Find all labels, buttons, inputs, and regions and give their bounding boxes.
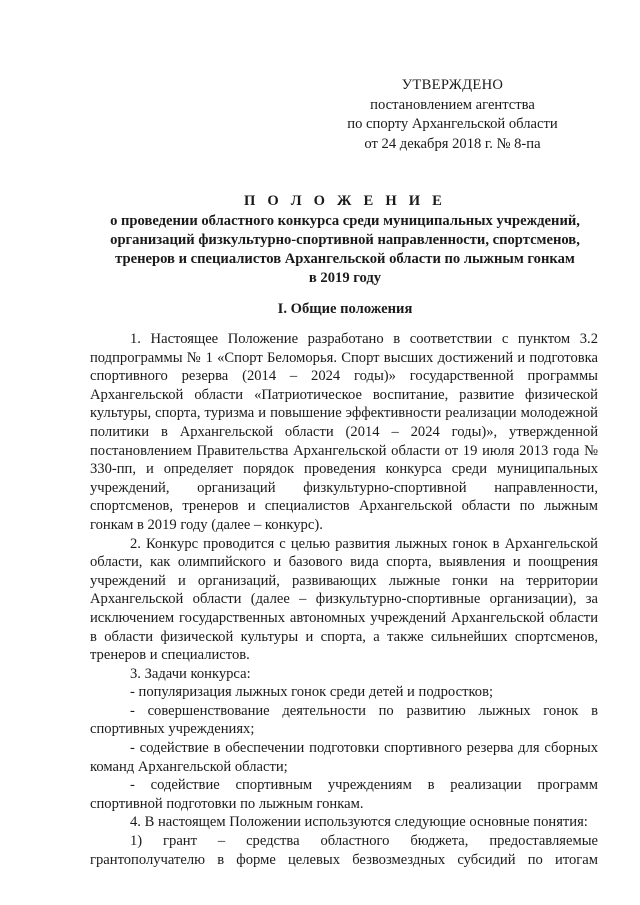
paragraph-1: 1. Настоящее Положение разработано в соответствии с пунктом 3.2 подпрограммы № 1 «Спорт Беломорья. Спорт высших достижений и подготовка спортивного резерва (2014 – 2024 годы)» государственной программы Архангельской области «Патриотическое воспитание, развитие физической культуры, спорта, туризма и повышение эффективности реализации молодежной политики в Архангельской области (2014 – 2024 годы)», утвержденной постановлением Правительства Архангельской области от 19 июля 2013 года № 330-пп, и определяет порядок проведения конкурса среди муниципальных учреждений, организаций физкультурно-спортивной направленности, спортсменов, тренеров и специалистов Архангельской области по лыжным гонкам в 2019 году (далее – конкурс). [90,331,598,533]
paragraph-4: 4. В настоящем Положении используются следующие основные понятия: [130,814,588,831]
list-item-3: - содействие в обеспечении подготовки спортивного резерва для сборных команд Архангельской области; [90,740,598,775]
approval-heading: УТВЕРЖДЕНО [401,77,504,93]
section-heading: I. Общие положения [277,301,413,317]
title-line-4: в 2019 году [308,270,382,286]
approval-line-3: от 24 декабря 2018 г. № 8-па [364,135,541,152]
document-body [90,330,598,869]
document-title [90,192,600,288]
approval-stamp [330,76,575,154]
title-line-2: организаций физкультурно-спортивной направленности, спортсменов, [110,232,580,248]
title-line-3: тренеров и специалистов Архангельской области по лыжным гонкам [115,251,575,267]
title-line-1: о проведении областного конкурса среди муниципальных учреждений, [110,213,580,229]
definition-1: 1) грант – средства областного бюджета, предоставляемые грантополучателю в форме целевых безвозмездных субсидий по итогам [90,833,598,868]
approval-line-2: по спорту Архангельской области [347,116,558,132]
list-item-1: - популяризация лыжных гонок среди детей и подростков; [130,684,494,701]
list-item-2: - совершенствование деятельности по развитию лыжных гонок в спортивных учреждениях; [90,702,598,738]
paragraph-3: 3. Задачи конкурса: [130,665,251,682]
list-item-4: - содействие спортивным учреждениям в реализации программ спортивной подготовки по лыжным гонкам. [90,777,598,812]
approval-line-1: постановлением агентства [370,96,535,113]
paragraph-2: 2. Конкурс проводится с целью развития лыжных гонок в Архангельской области, как олимпийского и базового вида спорта, выявления и поощрения учреждений и организаций, развивающих лыжные гонки на территории Архангельской области (далее – физкультурно-спортивные организации), за исключением государственных автономных учреждений Архангельской области в области физической культуры и спорта, а также сильнейших спортсменов, тренеров и специалистов. [90,535,598,664]
title-main: П О Л О Ж Е Н И Е [243,193,447,209]
